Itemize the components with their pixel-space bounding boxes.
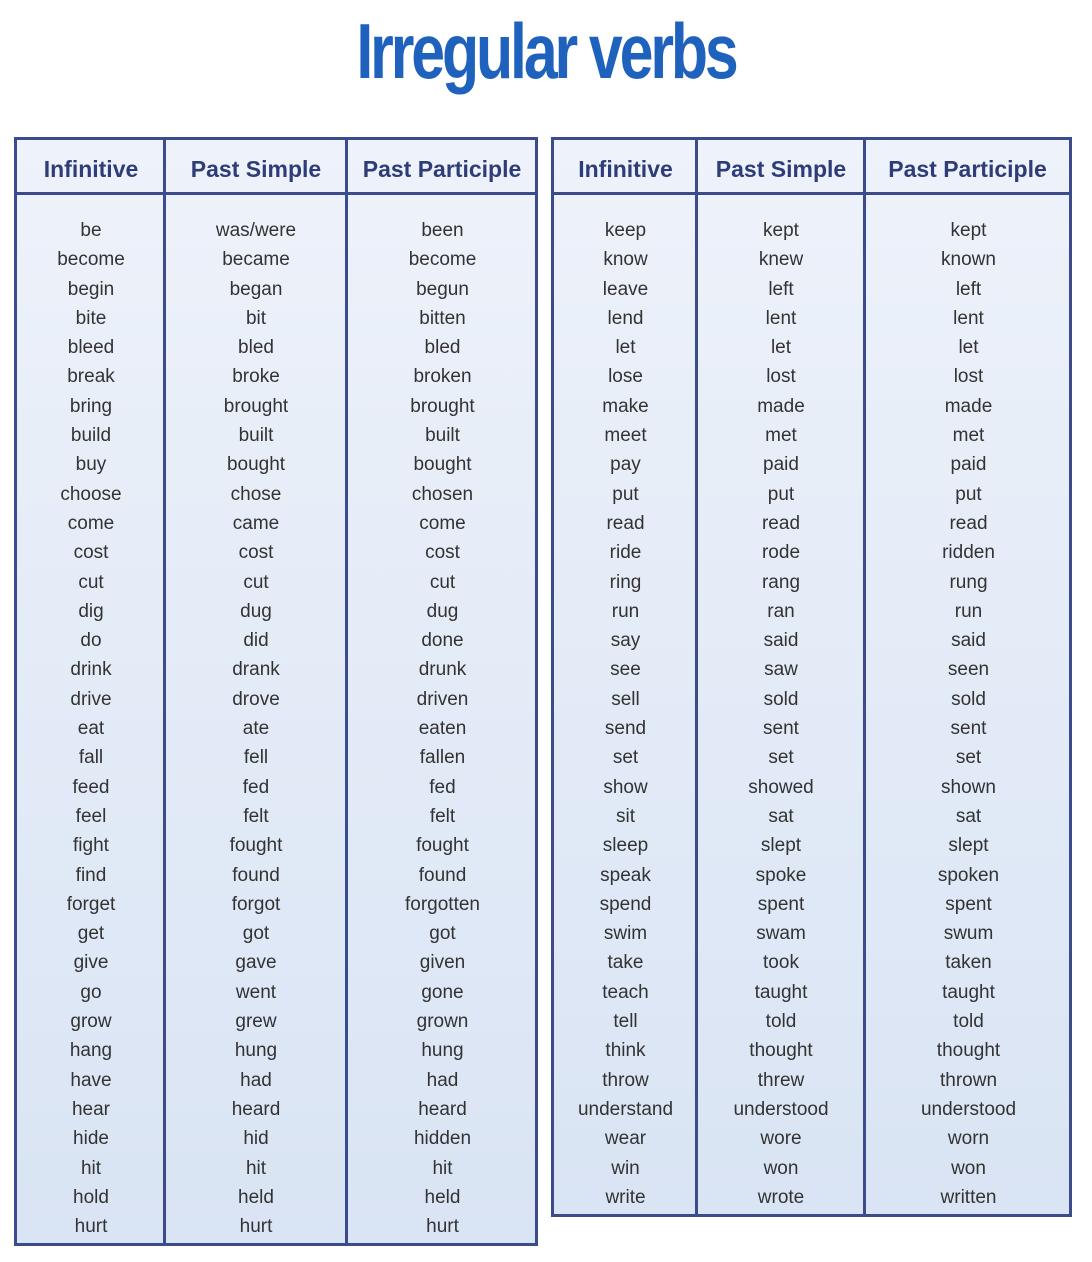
cell-past-simple: slept <box>760 835 802 857</box>
cell-past-participle: thrown <box>939 1069 998 1091</box>
table-row <box>554 245 1069 274</box>
cell-past-simple: sold <box>763 688 799 710</box>
cell-past-participle: begun <box>416 278 469 300</box>
cell-past-participle: shown <box>941 776 996 798</box>
table-row <box>554 1124 1069 1153</box>
table-row <box>554 480 1069 509</box>
cell-past-simple: heard <box>231 1098 281 1120</box>
cell-past-simple: lent <box>765 307 797 329</box>
cell-past-simple: showed <box>748 776 814 798</box>
table-row <box>554 714 1069 743</box>
table-row <box>554 948 1069 977</box>
cell-infinitive: drink <box>70 659 112 681</box>
cell-past-simple: bought <box>226 454 286 476</box>
cell-past-participle: bled <box>424 337 461 359</box>
cell-past-participle: broken <box>413 366 472 388</box>
cell-past-simple: sat <box>768 805 794 827</box>
cell-infinitive: have <box>70 1069 112 1091</box>
table-row <box>17 275 535 304</box>
cell-infinitive: hurt <box>74 1216 108 1238</box>
table-row <box>17 861 535 890</box>
table-row <box>554 890 1069 919</box>
cell-past-participle: become <box>408 249 477 271</box>
cell-infinitive: speak <box>600 864 651 886</box>
table-row <box>554 597 1069 626</box>
cell-past-simple: became <box>222 249 290 271</box>
table-body <box>17 216 535 1241</box>
cell-past-simple: took <box>763 952 799 974</box>
cell-past-participle: hidden <box>413 1128 472 1150</box>
cell-infinitive: fall <box>78 747 104 769</box>
cell-infinitive: feed <box>72 776 110 798</box>
cell-past-participle: brought <box>410 395 475 417</box>
cell-past-participle: seen <box>947 659 990 681</box>
verbs-table-right <box>551 137 1072 1217</box>
cell-infinitive: hold <box>73 1186 109 1208</box>
cell-past-participle: bitten <box>419 307 466 329</box>
cell-past-simple: cut <box>243 571 269 593</box>
cell-past-participle: lent <box>953 307 984 329</box>
cell-infinitive: sleep <box>602 835 649 857</box>
table-row <box>554 450 1069 479</box>
cell-past-participle: left <box>955 278 982 300</box>
table-row <box>17 538 535 567</box>
header-past-simple: Past Simple <box>190 156 322 182</box>
cell-past-participle: run <box>954 600 983 622</box>
cell-past-simple: read <box>761 512 801 534</box>
cell-past-participle: taught <box>942 981 995 1003</box>
cell-infinitive: know <box>603 249 648 271</box>
table-row <box>17 1124 535 1153</box>
cell-past-participle: fed <box>429 776 456 798</box>
table-row <box>554 685 1069 714</box>
cell-infinitive: lend <box>607 307 644 329</box>
cell-infinitive: throw <box>602 1069 649 1091</box>
cell-past-participle: sent <box>950 718 987 740</box>
cell-past-simple: hid <box>243 1128 269 1150</box>
cell-infinitive: make <box>602 395 649 417</box>
table-row <box>554 392 1069 421</box>
cell-infinitive: say <box>610 630 641 652</box>
table-row <box>17 1036 535 1065</box>
cell-past-simple: ate <box>242 718 270 740</box>
cell-past-simple: did <box>243 630 269 652</box>
table-header <box>554 140 1069 195</box>
cell-infinitive: write <box>605 1186 646 1208</box>
cell-past-participle: sat <box>955 805 982 827</box>
cell-past-simple: put <box>767 483 795 505</box>
table-row <box>554 216 1069 245</box>
table-row <box>554 362 1069 391</box>
table-row <box>17 802 535 831</box>
cell-past-participle: fought <box>416 835 469 857</box>
table-row <box>17 714 535 743</box>
header-past-simple: Past Simple <box>715 156 847 182</box>
cell-past-simple: dug <box>240 600 272 622</box>
cell-infinitive: begin <box>67 278 115 300</box>
cell-past-participle: kept <box>950 220 987 241</box>
cell-infinitive: keep <box>604 220 647 241</box>
table-row <box>17 773 535 802</box>
cell-past-participle: won <box>951 1157 986 1179</box>
cell-past-simple: felt <box>243 805 269 827</box>
cell-past-simple: lost <box>766 366 796 388</box>
table-row <box>17 685 535 714</box>
table-row <box>554 831 1069 860</box>
cell-infinitive: teach <box>602 981 649 1003</box>
cell-past-simple: hurt <box>239 1216 273 1238</box>
table-row <box>17 450 535 479</box>
cell-infinitive: come <box>67 512 115 534</box>
cell-past-participle: swum <box>943 923 994 945</box>
cell-past-simple: fed <box>242 776 270 798</box>
cell-past-participle: got <box>429 923 456 945</box>
cell-infinitive: bite <box>75 307 107 329</box>
cell-infinitive: lose <box>608 366 643 388</box>
cell-infinitive: fight <box>73 835 109 857</box>
cell-past-simple: began <box>229 278 283 300</box>
cell-infinitive: feel <box>75 805 107 827</box>
cell-past-simple: drove <box>232 688 280 710</box>
cell-past-participle: gone <box>421 981 464 1003</box>
table-row <box>17 1066 535 1095</box>
cell-infinitive: leave <box>602 278 649 300</box>
cell-infinitive: find <box>75 864 107 886</box>
cell-past-simple: rode <box>761 542 801 564</box>
cell-past-simple: taught <box>754 981 808 1003</box>
cell-past-simple: won <box>763 1157 799 1179</box>
cell-past-participle: been <box>421 220 464 241</box>
cell-infinitive: swim <box>603 923 648 945</box>
cell-past-simple: found <box>232 864 280 886</box>
cell-past-simple: brought <box>223 395 289 417</box>
cell-past-simple: wrote <box>757 1186 805 1208</box>
cell-infinitive: send <box>604 718 647 740</box>
cell-infinitive: cost <box>73 542 109 564</box>
table-row <box>554 509 1069 538</box>
cell-infinitive: read <box>606 512 645 534</box>
cell-past-simple: had <box>240 1069 272 1091</box>
cell-past-participle: built <box>425 425 460 447</box>
table-row <box>17 597 535 626</box>
cell-past-participle: put <box>955 483 982 505</box>
cell-past-simple: threw <box>757 1069 805 1091</box>
cell-infinitive: hear <box>71 1098 111 1120</box>
cell-infinitive: spend <box>599 893 652 915</box>
cell-past-participle: worn <box>947 1128 990 1150</box>
table-row <box>17 948 535 977</box>
cell-infinitive: break <box>67 366 115 388</box>
table-row <box>17 509 535 538</box>
cell-past-participle: said <box>951 630 986 652</box>
table-row <box>17 978 535 1007</box>
table-row <box>17 1095 535 1124</box>
cell-past-participle: hung <box>421 1040 464 1062</box>
table-row <box>17 304 535 333</box>
cell-infinitive: build <box>70 425 112 447</box>
cell-past-participle: bought <box>413 454 472 476</box>
cell-past-participle: thought <box>936 1040 1001 1062</box>
cell-past-participle: paid <box>950 454 987 476</box>
cell-past-simple: swam <box>756 923 806 945</box>
table-row <box>554 919 1069 948</box>
cell-past-participle: understood <box>920 1098 1017 1120</box>
cell-infinitive: let <box>615 337 636 359</box>
cell-past-participle: done <box>421 630 464 652</box>
cell-past-participle: lost <box>953 366 984 388</box>
cell-past-simple: wore <box>760 1128 802 1150</box>
cell-past-participle: dug <box>426 600 459 622</box>
table-body <box>554 216 1069 1212</box>
cell-past-participle: grown <box>416 1011 469 1033</box>
cell-past-participle: driven <box>416 688 469 710</box>
cell-past-simple: said <box>763 630 799 652</box>
cell-infinitive: set <box>612 747 639 769</box>
cell-past-simple: drank <box>232 659 280 681</box>
cell-past-participle: made <box>944 395 993 417</box>
cell-infinitive: see <box>610 659 641 681</box>
cell-past-simple: was/were <box>215 220 297 241</box>
cell-infinitive: become <box>57 249 125 271</box>
table-row <box>554 1036 1069 1065</box>
cell-past-participle: read <box>949 512 988 534</box>
cell-past-simple: fought <box>229 835 283 857</box>
table-row <box>17 831 535 860</box>
table-row <box>554 773 1069 802</box>
table-row <box>554 333 1069 362</box>
table-row <box>554 538 1069 567</box>
cell-infinitive: win <box>611 1157 640 1179</box>
cell-infinitive: meet <box>604 425 647 447</box>
cell-past-simple: went <box>235 981 277 1003</box>
cell-infinitive: hide <box>73 1128 109 1150</box>
header-infinitive: Infinitive <box>43 156 139 182</box>
cell-infinitive: hit <box>80 1157 102 1179</box>
cell-past-participle: eaten <box>418 718 467 740</box>
cell-past-simple: fell <box>243 747 269 769</box>
cell-past-participle: taken <box>945 952 992 974</box>
cell-infinitive: cut <box>78 571 104 593</box>
table-row <box>17 743 535 772</box>
table-row <box>17 626 535 655</box>
table-row <box>554 655 1069 684</box>
cell-infinitive: pay <box>610 454 641 476</box>
cell-infinitive: drive <box>70 688 112 710</box>
cell-infinitive: bring <box>69 395 113 417</box>
table-row <box>17 245 535 274</box>
cell-infinitive: take <box>607 952 644 974</box>
page-title: Irregular verbs <box>356 7 736 95</box>
cell-past-participle: known <box>941 249 996 271</box>
cell-past-simple: bled <box>238 337 274 359</box>
cell-past-simple: gave <box>235 952 277 974</box>
cell-infinitive: dig <box>78 600 104 622</box>
cell-past-participle: sold <box>951 688 986 710</box>
cell-infinitive: think <box>605 1040 646 1062</box>
cell-infinitive: sell <box>611 688 640 710</box>
cell-past-participle: met <box>952 425 985 447</box>
cell-past-simple: left <box>768 278 794 300</box>
cell-past-participle: drunk <box>418 659 467 681</box>
cell-infinitive: sit <box>616 805 635 827</box>
verbs-table-left <box>14 137 538 1246</box>
header-past-participle: Past Participle <box>362 156 522 182</box>
cell-past-simple: sent <box>763 718 799 740</box>
cell-past-simple: rang <box>761 571 801 593</box>
table-row <box>554 743 1069 772</box>
cell-infinitive: give <box>73 952 109 974</box>
table-row <box>17 1183 535 1212</box>
cell-infinitive: forget <box>66 893 116 915</box>
cell-past-participle: rung <box>949 571 988 593</box>
cell-past-simple: thought <box>749 1040 813 1062</box>
table-row <box>17 1007 535 1036</box>
cell-past-participle: given <box>419 952 466 974</box>
cell-infinitive: bleed <box>67 337 115 359</box>
cell-infinitive: understand <box>577 1098 674 1120</box>
cell-past-simple: came <box>232 512 280 534</box>
table-row <box>554 1095 1069 1124</box>
cell-past-participle: set <box>955 747 982 769</box>
cell-past-simple: let <box>770 337 792 359</box>
table-row <box>554 626 1069 655</box>
cell-past-simple: got <box>242 923 270 945</box>
cell-past-participle: heard <box>418 1098 467 1120</box>
cell-past-simple: cost <box>238 542 274 564</box>
cell-infinitive: hang <box>69 1040 113 1062</box>
cell-past-simple: spoke <box>755 864 807 886</box>
cell-past-participle: chosen <box>411 483 474 505</box>
cell-infinitive: grow <box>70 1011 112 1033</box>
table-row <box>17 362 535 391</box>
table-row <box>17 421 535 450</box>
cell-past-simple: built <box>238 425 274 447</box>
table-row <box>554 275 1069 304</box>
cell-past-participle: spent <box>945 893 992 915</box>
cell-past-simple: spent <box>757 893 805 915</box>
cell-infinitive: choose <box>60 483 122 505</box>
cell-past-participle: come <box>419 512 466 534</box>
cell-infinitive: tell <box>613 1011 638 1033</box>
header-infinitive: Infinitive <box>578 156 673 182</box>
cell-past-simple: kept <box>763 220 799 241</box>
cell-past-participle: ridden <box>942 542 995 564</box>
cell-past-participle: cut <box>429 571 456 593</box>
cell-past-simple: made <box>757 395 805 417</box>
cell-infinitive: buy <box>75 454 107 476</box>
table-row <box>17 568 535 597</box>
cell-past-participle: written <box>940 1186 997 1208</box>
cell-past-participle: slept <box>948 835 989 857</box>
table-row <box>554 421 1069 450</box>
cell-infinitive: wear <box>604 1128 647 1150</box>
cell-past-participle: told <box>953 1011 984 1033</box>
cell-past-participle: fallen <box>419 747 466 769</box>
cell-past-participle: hurt <box>426 1216 459 1238</box>
table-row <box>554 978 1069 1007</box>
cell-past-simple: knew <box>758 249 804 271</box>
table-row <box>17 655 535 684</box>
cell-past-participle: felt <box>429 805 456 827</box>
header-past-participle: Past Participle <box>888 156 1047 182</box>
cell-past-simple: paid <box>763 454 799 476</box>
cell-past-simple: forgot <box>231 893 281 915</box>
cell-past-participle: let <box>958 337 979 359</box>
cell-past-participle: forgotten <box>405 893 480 915</box>
table-row <box>554 1183 1069 1212</box>
table-row <box>554 1007 1069 1036</box>
cell-past-participle: found <box>418 864 467 886</box>
table-row <box>17 392 535 421</box>
cell-past-simple: set <box>768 747 794 769</box>
table-row <box>17 919 535 948</box>
table-row <box>554 568 1069 597</box>
table-row <box>17 216 535 245</box>
cell-past-simple: held <box>238 1186 274 1208</box>
cell-past-simple: saw <box>764 659 798 681</box>
cell-infinitive: ride <box>609 542 642 564</box>
table-row <box>17 333 535 362</box>
cell-past-simple: told <box>765 1011 797 1033</box>
table-row <box>554 304 1069 333</box>
cell-past-simple: hung <box>234 1040 278 1062</box>
cell-past-simple: ran <box>767 600 795 622</box>
table-row <box>17 480 535 509</box>
table-row <box>554 1154 1069 1183</box>
cell-past-simple: hit <box>245 1157 267 1179</box>
cell-past-simple: understood <box>733 1098 829 1120</box>
cell-infinitive: ring <box>609 571 642 593</box>
table-row <box>554 861 1069 890</box>
cell-infinitive: put <box>612 483 639 505</box>
cell-infinitive: eat <box>77 718 105 740</box>
cell-past-participle: hit <box>432 1157 453 1179</box>
table-row <box>554 802 1069 831</box>
cell-past-participle: cost <box>425 542 460 564</box>
cell-infinitive: go <box>80 981 102 1003</box>
table-row <box>17 1154 535 1183</box>
cell-past-simple: bit <box>245 307 267 329</box>
cell-infinitive: show <box>603 776 648 798</box>
table-row <box>17 1212 535 1241</box>
cell-past-participle: had <box>426 1069 459 1091</box>
table-row <box>17 890 535 919</box>
cell-infinitive: do <box>80 630 102 652</box>
table-row <box>554 1066 1069 1095</box>
cell-past-simple: chose <box>230 483 282 505</box>
cell-past-participle: spoken <box>937 864 1000 886</box>
cell-infinitive: run <box>611 600 640 622</box>
cell-past-simple: met <box>765 425 797 447</box>
cell-past-simple: grew <box>235 1011 277 1033</box>
cell-past-participle: held <box>424 1186 461 1208</box>
cell-infinitive: be <box>80 220 102 241</box>
cell-infinitive: get <box>77 923 105 945</box>
table-header <box>17 140 535 195</box>
cell-past-simple: broke <box>232 366 280 388</box>
